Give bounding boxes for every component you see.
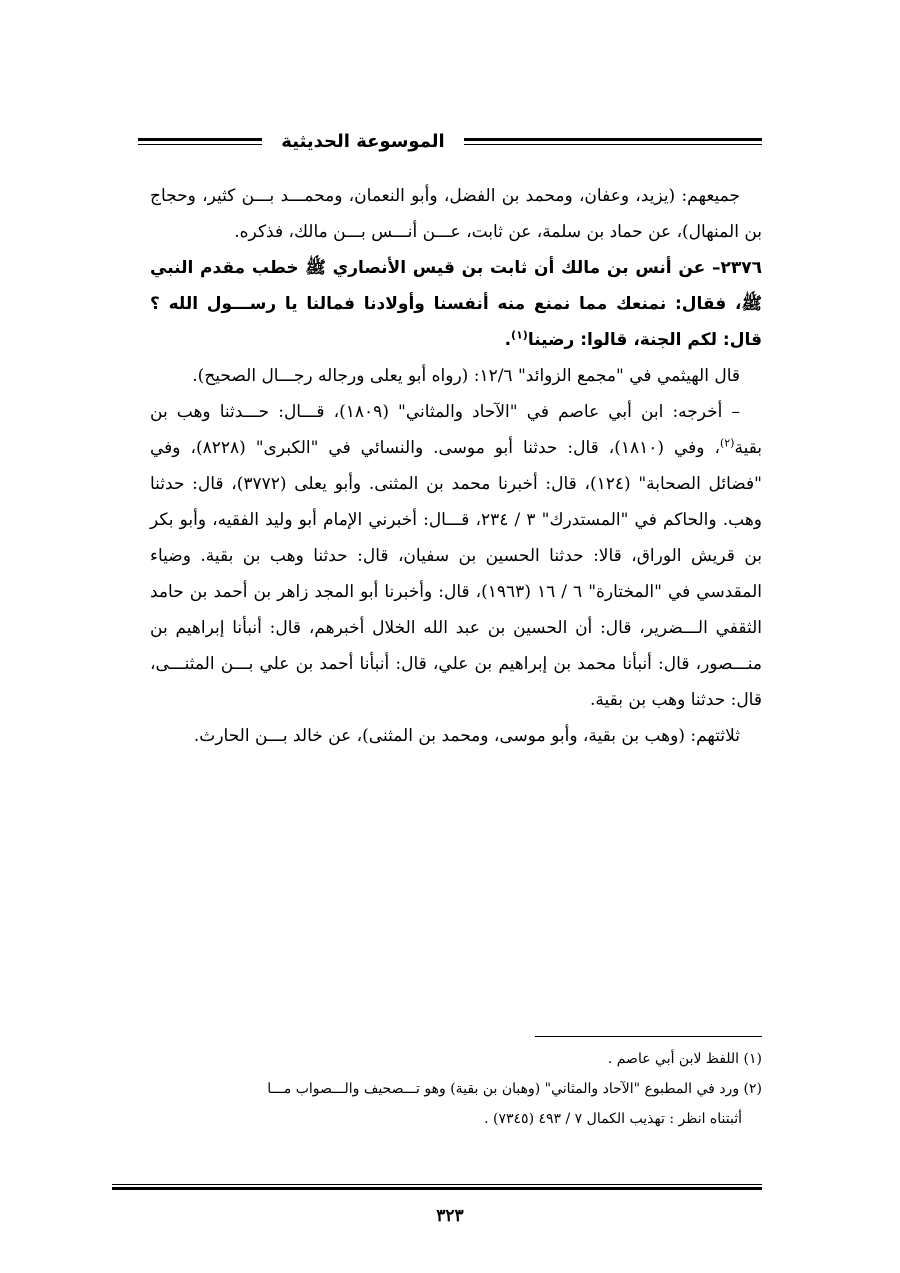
footnotes (150, 1044, 762, 1134)
running-header (112, 130, 762, 154)
header-title: الموسوعة الحديثية (281, 131, 445, 152)
paragraph-summary: ثلاثتهم: (وهب بن بقية، وأبو موسى، ومحمد بن المثنى)، عن خالد بـــن الحارث. (193, 726, 740, 746)
header-rule-left (138, 138, 262, 145)
footer-rule (112, 1184, 762, 1190)
header-rule-right (464, 138, 762, 145)
footnote-2: (٢) ورد في المطبوع "الآحاد والمثاني" (وهبان بن بقية) وهو تـــصحيف والـــصواب مـــا (267, 1081, 762, 1097)
footnote-2-continuation: أثبتناه انظر : تهذيب الكمال ٧ / ٤٩٣ (٧٣٤٥) . (484, 1111, 742, 1127)
paragraph-haythami: قال الهيثمي في "مجمع الزوائد" ١٢/٦: (رواه أبو يعلى ورجاله رجـــال الصحيح). (192, 366, 740, 386)
hadith-text: ٢٣٧٦– عن أنس بن مالك أن ثابت بن قيس الأنصاري ﷺ خطب مقدم النبي ﷺ، فقال: نمنعك مما نمنع منه أنفسنا وأولادنا فمالنا يا رســـول الله ؟ قال: لكم الجنة، قالوا: رضينا (150, 258, 762, 350)
page-number: ٣٢٣ (436, 1206, 464, 1226)
paragraph-takhrij (150, 394, 762, 718)
footnote-1: (١) اللفظ لابن أبي عاصم . (607, 1051, 762, 1067)
main-text (150, 178, 762, 754)
takhrij-text-2: ، وفي (١٨١٠)، قال: حدثنا أبو موسى. والنسائي في "الكبرى" (٨٢٢٨)، وفي "فضائل الصحابة" (١٢٤)، قال: أخبرنا محمد بن المثنى. وأبو يعلى (٣٧٧٢)، قال: حدثنا وهب. والحاكم في "المستدرك" ٣ / ٢٣٤، قـــال: أخبرني الإمام أبو وليد الفقيه، وأبو بكر بن قريش الوراق، قالا: حدثنا الحسين بن سفيان، قال: حدثنا وهب بن بقية. وضياء المقدسي في "المختارة" ٦ / ١٦ (١٩٦٣)، قال: وأخبرنا أبو المجد زاهر بن أحمد بن حامد الثقفي الـــضرير، قال: أن الحسين بن عبد الله الخلال أخبرهم، قال: أنبأنا إبراهيم بن منـــصور، قال: أنبأنا محمد بن إبراهيم بن علي، قال: أنبأنا أحمد بن علي بـــن المثنـــى، قال: حدثنا وهب بن بقية. (150, 438, 762, 710)
hadith-2376: ٢٣٧٦– عن أنس بن مالك أن ثابت بن قيس الأنصاري ﷺ خطب مقدم النبي ﷺ، فقال: نمنعك مما نمنع منه أنفسنا وأولادنا فمالنا يا رســـول الله ؟ قال: لكم الجنة، قالوا: رضينا$^{(١)}$. (150, 258, 762, 350)
paragraph-isnad-continuation: جميعهم: (يزيد، وعفان، ومحمد بن الفضل، وأبو النعمان، ومحمـــد بـــن كثير، وحجاج بن المنهال)، عن حماد بن سلمة، عن ثابت، عـــن أنـــس بـــن مالك، فذكره. (150, 186, 762, 242)
footnote-separator (535, 1036, 762, 1037)
takhrij-text-1: – أخرجه: ابن أبي عاصم في "الآحاد والمثاني" (١٨٠٩)، قـــال: حـــدثنا وهب بن بقية (150, 402, 763, 458)
footnote-ref-2[interactable]: (٢) (719, 436, 735, 450)
footnote-ref-1[interactable]: (١) (511, 328, 528, 342)
